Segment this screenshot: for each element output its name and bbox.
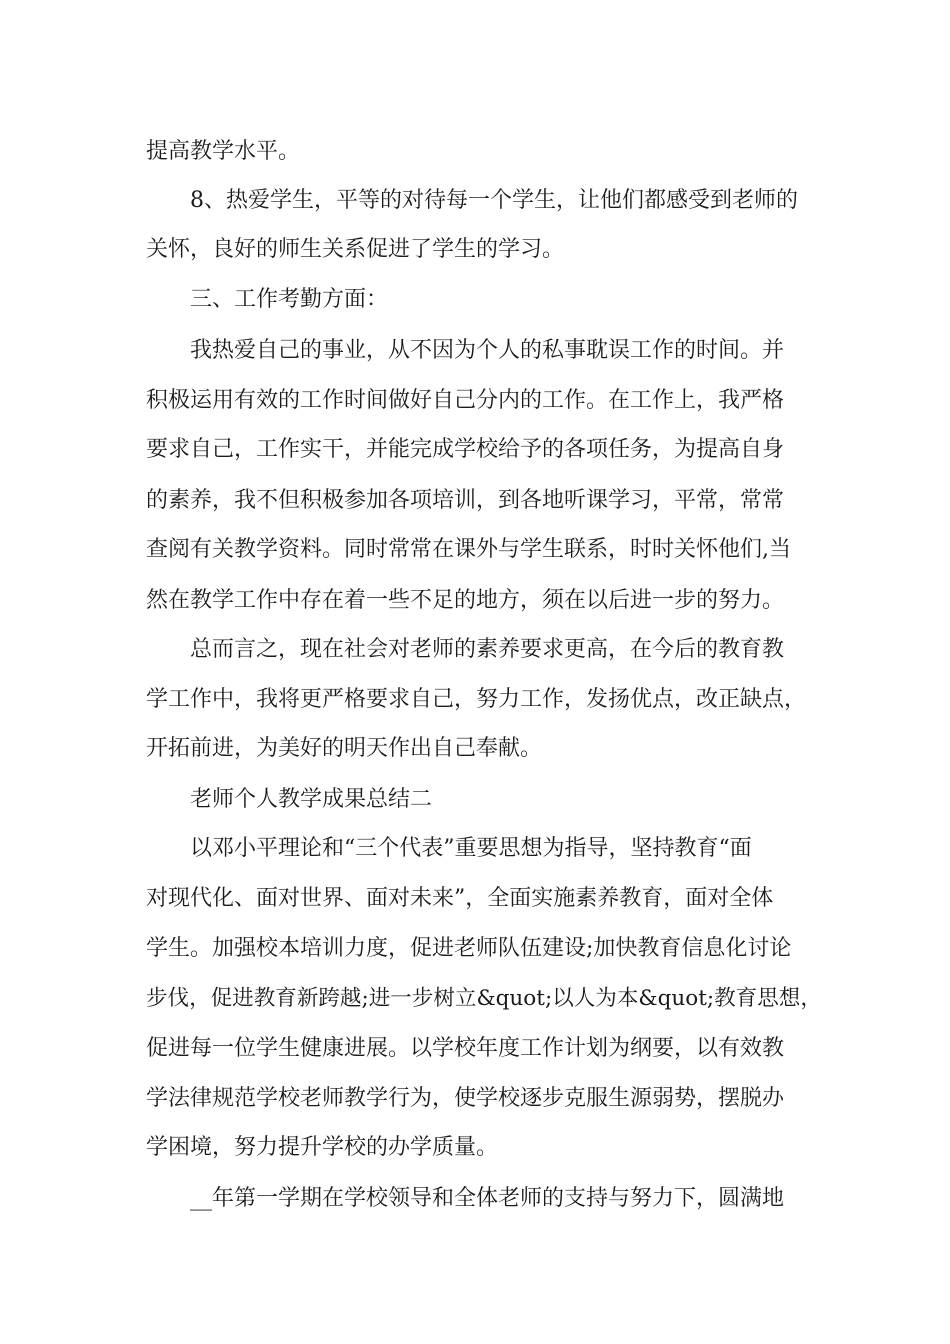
text-line: 的素养，我不但积极参加各项培训，到各地听课学习，平常，常常 xyxy=(146,488,785,513)
text-line: 我热爱自己的事业，从不因为个人的私事耽误工作的时间。并 xyxy=(190,338,785,363)
text-line: 总而言之，现在社会对老师的素养要求更高，在今后的教育教 xyxy=(190,637,785,662)
text-line: __年第一学期在学校领导和全体老师的支持与努力下，圆满地 xyxy=(190,1186,785,1211)
text-line: 关怀，良好的师生关系促进了学生的学习。 xyxy=(146,237,565,262)
text-line: 要求自己，工作实干，并能完成学校给予的各项任务，为提高自身 xyxy=(146,437,785,462)
text-line: 对现代化、面对世界、面对未来”，全面实施素养教育，面对全体 xyxy=(146,886,774,911)
text-line: 查阅有关教学资料。同时常常在课外与学生联系，时时关怀他们,当 xyxy=(146,537,791,562)
text-line: 促进每一位学生健康进展。以学校年度工作计划为纲要，以有效教 xyxy=(146,1036,785,1061)
text-line: 以邓小平理论和“三个代表”重要思想为指导，坚持教育“面 xyxy=(190,836,752,861)
text-line: 开拓前进，为美好的明天作出自己奉献。 xyxy=(146,736,543,761)
text-line: 提高教学水平。 xyxy=(146,139,301,164)
text-line: 然在教学工作中存在着一些不足的地方，须在以后进一步的努力。 xyxy=(146,588,785,613)
text-line: 积极运用有效的工作时间做好自己分内的工作。在工作上，我严格 xyxy=(146,388,785,413)
text-line: 学法律规范学校老师教学行为，使学校逐步克服生源弱势，摆脱办 xyxy=(146,1086,785,1111)
text-line: 步伐，促进教育新跨越;进一步树立&quot;以人为本&quot;教育思想， xyxy=(146,986,822,1011)
text-line: 学工作中，我将更严格要求自己，努力工作，发扬优点，改正缺点， xyxy=(146,687,807,712)
section-heading: 三、工作考勤方面： xyxy=(190,287,389,312)
text-line: 学困境，努力提升学校的办学质量。 xyxy=(146,1135,499,1160)
section-heading: 老师个人教学成果总结二 xyxy=(190,787,433,812)
text-line: 学生。加强校本培训力度，促进老师队伍建设;加快教育信息化讨论 xyxy=(146,936,792,961)
text-line: 8、热爱学生，平等的对待每一个学生，让他们都感受到老师的 xyxy=(190,188,798,213)
